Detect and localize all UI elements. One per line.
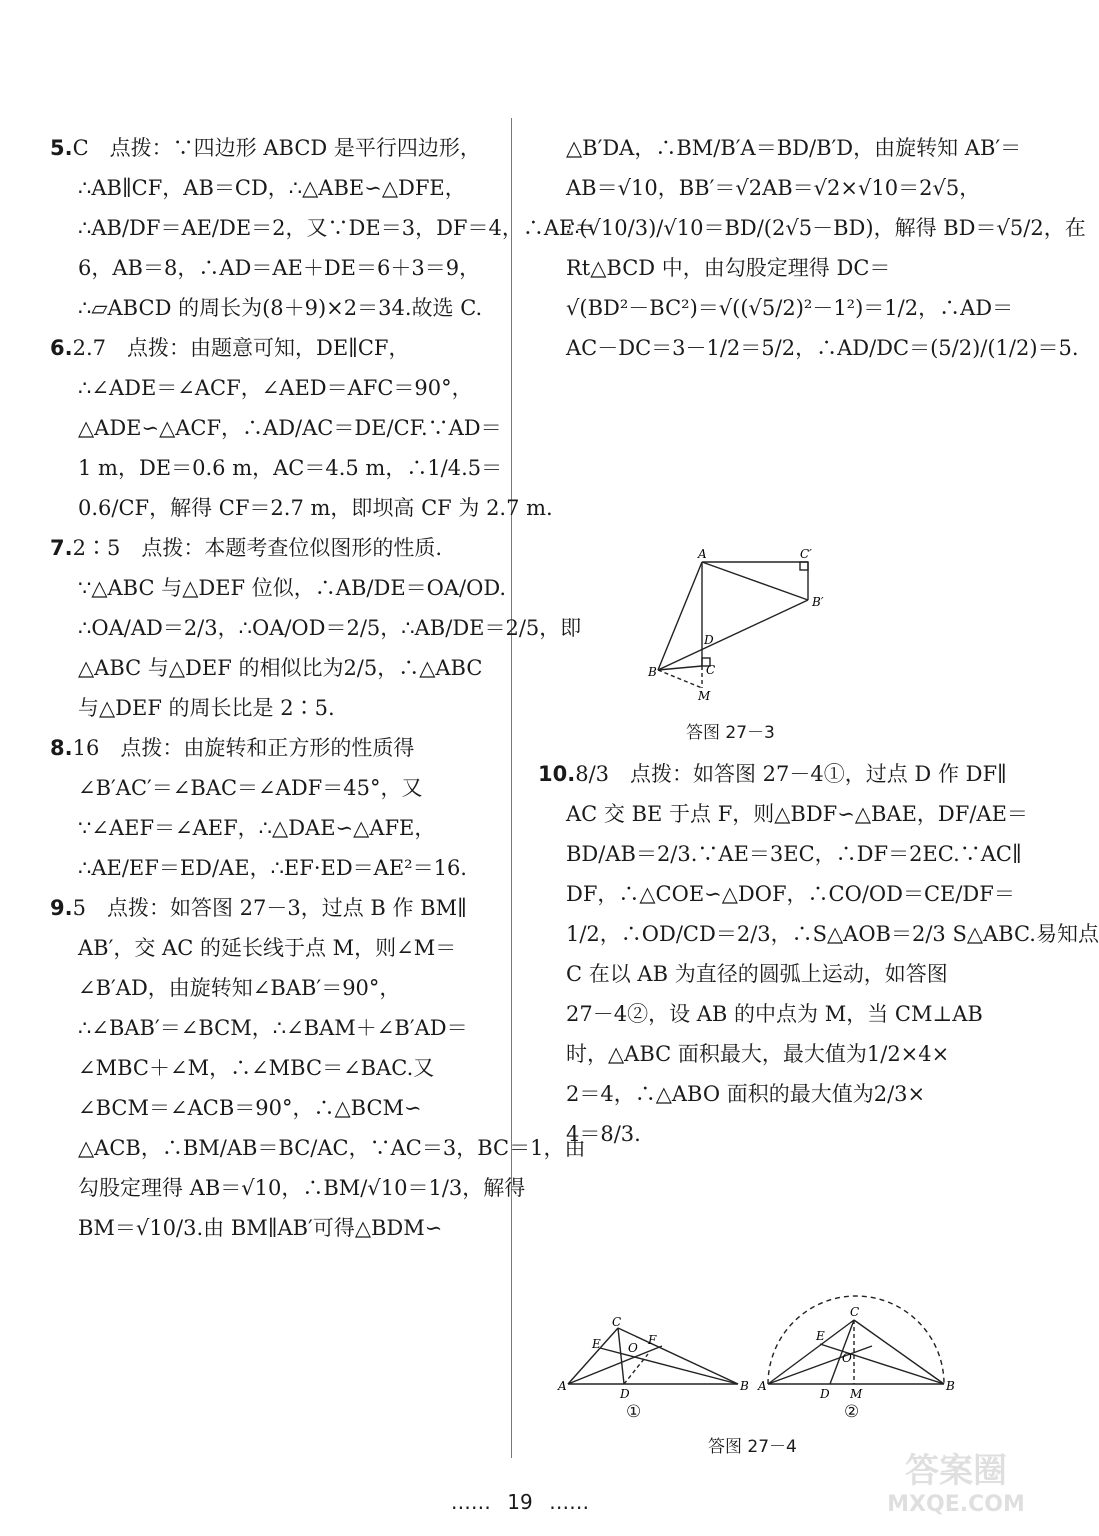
text-line (50, 888, 496, 928)
text-line (50, 288, 496, 328)
line-text: ∴∠BAB′＝∠BCM，∴∠BAM＋∠B′AD＝ (78, 1016, 468, 1040)
text-line (50, 808, 496, 848)
line-text: 4＝8/3. (566, 1122, 641, 1146)
text-line (538, 1034, 958, 1074)
text-line (538, 754, 1007, 794)
figure-27-4-sub1: ① (626, 1402, 642, 1422)
question-number: 5. (50, 136, 73, 160)
svg-text:C′: C′ (800, 547, 812, 561)
text-line (50, 1128, 586, 1168)
page-number-value: 19 (507, 1490, 533, 1514)
text-line (538, 1074, 958, 1114)
text-line (50, 1168, 526, 1208)
question-number: 7. (50, 536, 73, 560)
text-line (50, 248, 496, 288)
text-line (538, 248, 958, 288)
text-line (538, 794, 1028, 834)
text-line (50, 128, 496, 168)
line-text: 6，AB＝8，∴AD＝AE＋DE＝6＋3＝9， (78, 256, 481, 280)
text-line (50, 648, 496, 688)
line-text: △ADE∽△ACF，∴AD/AC＝DE/CF.∵AD＝ (78, 416, 502, 440)
line-text: 勾股定理得 AB＝√10，∴BM/√10＝1/3，解得 (78, 1176, 526, 1200)
page-number (0, 1490, 1040, 1514)
svg-text:O: O (628, 1341, 638, 1355)
svg-text:M: M (850, 1387, 863, 1401)
text-line (50, 488, 553, 528)
text-line (50, 528, 496, 568)
question-number: 10. (538, 762, 576, 786)
line-text: ∴AB/DF＝AE/DE＝2，又∵DE＝3，DF＝4，∴AE＝ (78, 216, 596, 240)
svg-text:F: F (648, 1333, 657, 1347)
text-line (50, 848, 496, 888)
svg-text:B: B (946, 1379, 955, 1393)
line-text: AC 交 BE 于点 F，则△BDF∽△BAE，DF/AE＝ (566, 802, 1028, 826)
figure-27-4-1 (552, 1315, 752, 1408)
right-column (538, 128, 1086, 368)
line-text: 与△DEF 的周长比是 2∶5. (78, 696, 335, 720)
figure-27-4-sub2: ② (844, 1402, 860, 1422)
line-text: ∴OA/AD＝2/3，∴OA/OD＝2/5，∴AB/DE＝2/5，即 (78, 616, 582, 640)
svg-text:D: D (704, 633, 714, 647)
svg-text:C: C (612, 1315, 622, 1329)
line-text: 8/3 点拨：如答图 27－4①，过点 D 作 DF∥ (575, 762, 1007, 786)
text-line (50, 368, 496, 408)
svg-text:C: C (706, 663, 716, 677)
line-text: 2∶5 点拨：本题考查位似图形的性质. (72, 536, 442, 560)
page-dots-right: …… (549, 1490, 590, 1514)
line-text: AB＝√10，BB′＝√2AB＝√2×√10＝2√5， (566, 176, 981, 200)
text-line (50, 768, 496, 808)
line-text: 时，△ABC 面积最大，最大值为1/2×4× (566, 1042, 950, 1066)
text-line (50, 1008, 496, 1048)
line-text: C 点拨：∵四边形 ABCD 是平行四边形， (72, 136, 481, 160)
right-column-part2 (538, 754, 1099, 1154)
text-line (50, 728, 496, 768)
line-text: 5 点拨：如答图 27－3，过点 B 作 BM∥ (72, 896, 467, 920)
svg-text:B: B (648, 665, 657, 679)
line-text: 16 点拨：由旋转和正方形的性质得 (72, 736, 415, 760)
line-text: △ABC 与△DEF 的相似比为2/5，∴△ABC (78, 656, 483, 680)
line-text: BD/AB＝2/3.∵AE＝3EC，∴DF＝2EC.∵AC∥ (566, 842, 1022, 866)
question-number: 6. (50, 336, 73, 360)
svg-text:E: E (816, 1329, 825, 1343)
text-line (50, 1048, 496, 1088)
column-divider (511, 118, 512, 1458)
line-text: BM＝√10/3.由 BM∥AB′可得△BDM∽ (78, 1216, 443, 1240)
text-line (50, 168, 496, 208)
page-dots-left: …… (450, 1490, 491, 1514)
watermark-logo: 答案圈 MXQE.COM (887, 1451, 1025, 1517)
text-line (50, 608, 582, 648)
svg-text:O: O (842, 1351, 852, 1365)
text-line (50, 568, 507, 608)
svg-text:C: C (850, 1305, 860, 1319)
text-line (538, 328, 1079, 368)
text-line (538, 288, 1014, 328)
text-line (538, 1114, 958, 1154)
svg-text:A: A (558, 1379, 567, 1393)
line-text: 1 m，DE＝0.6 m，AC＝4.5 m，∴1/4.5＝ (78, 456, 503, 480)
text-line (538, 914, 1099, 954)
text-line (538, 874, 1015, 914)
text-line (50, 968, 496, 1008)
figure-27-4-2 (754, 1306, 960, 1406)
svg-text:E: E (592, 1337, 601, 1351)
line-text: ∠B′AC′＝∠BAC＝∠ADF＝45°，又 (78, 776, 423, 800)
text-line (50, 448, 503, 488)
svg-text:B′: B′ (812, 595, 824, 609)
line-text: 2＝4，∴△ABO 面积的最大值为2/3× (566, 1082, 926, 1106)
text-line (50, 1208, 496, 1248)
question-number: 8. (50, 736, 73, 760)
text-line (50, 1088, 496, 1128)
text-line (538, 994, 983, 1034)
figure-27-3-caption: 答图 27－3 (686, 723, 775, 743)
line-text: ∠B′AD，由旋转知∠BAB′＝90°， (78, 976, 401, 1000)
text-line (538, 168, 981, 208)
svg-text:B: B (740, 1379, 749, 1393)
text-line (50, 688, 496, 728)
question-number: 9. (50, 896, 73, 920)
line-text: √(BD²－BC²)＝√((√5/2)²－1²)＝1/2，∴AD＝ (566, 296, 1014, 320)
line-text: △ACB，∴BM/AB＝BC/AC，∵AC＝3，BC＝1，由 (78, 1136, 586, 1160)
line-text: △B′DA，∴BM/B′A＝BD/B′D，由旋转知 AB′＝ (566, 136, 1022, 160)
text-line (538, 834, 1022, 874)
figure-27-3 (640, 548, 840, 708)
line-text: 27－4②，设 AB 的中点为 M，当 CM⊥AB (566, 1002, 983, 1026)
svg-text:D: D (620, 1387, 630, 1401)
line-text: ∴∠ADE＝∠ACF，∠AED＝AFC＝90°， (78, 376, 473, 400)
line-text: C 在以 AB 为直径的圆弧上运动，如答图 (566, 962, 948, 986)
left-column (50, 128, 596, 1248)
line-text: ∠BCM＝∠ACB＝90°，∴△BCM∽ (78, 1096, 422, 1120)
text-line (50, 328, 496, 368)
text-line (538, 128, 1022, 168)
line-text: 1/2，∴OD/CD＝2/3，∴S△AOB＝2/3 S△ABC.易知点 (566, 922, 1099, 946)
text-line (538, 954, 958, 994)
line-text: ∴▱ABCD 的周长为(8＋9)×2＝34.故选 C. (78, 296, 483, 320)
line-text: ∴(√10/3)/√10＝BD/(2√5－BD)，解得 BD＝√5/2，在 (566, 216, 1086, 240)
line-text: 0.6/CF，解得 CF＝2.7 m，即坝高 CF 为 2.7 m. (78, 496, 553, 520)
line-text: AC－DC＝3－1/2＝5/2，∴AD/DC＝(5/2)/(1/2)＝5. (566, 336, 1079, 360)
text-line (50, 928, 496, 968)
line-text: ∵∠AEF＝∠AEF，∴△DAE∽△AFE， (78, 816, 436, 840)
line-text: Rt△BCD 中，由勾股定理得 DC＝ (566, 256, 891, 280)
line-text: ∵△ABC 与△DEF 位似，∴AB/DE＝OA/OD. (78, 576, 507, 600)
line-text: ∴AB∥CF，AB＝CD，∴△ABE∽△DFE， (78, 176, 466, 200)
svg-text:A: A (698, 547, 707, 561)
svg-text:A: A (758, 1379, 767, 1393)
line-text: DF，∴△COE∽△DOF，∴CO/OD＝CE/DF＝ (566, 882, 1015, 906)
text-line (50, 208, 596, 248)
text-line (50, 408, 502, 448)
svg-text:D: D (820, 1387, 830, 1401)
svg-text:M: M (698, 689, 711, 703)
line-text: 2.7 点拨：由题意可知，DE∥CF， (72, 336, 410, 360)
figure-27-4-caption: 答图 27－4 (708, 1437, 797, 1457)
text-line (538, 208, 1086, 248)
line-text: ∴AE/EF＝ED/AE，∴EF·ED＝AE²＝16. (78, 856, 467, 880)
line-text: AB′，交 AC 的延长线于点 M，则∠M＝ (78, 936, 457, 960)
line-text: ∠MBC＋∠M，∴∠MBC＝∠BAC.又 (78, 1056, 435, 1080)
